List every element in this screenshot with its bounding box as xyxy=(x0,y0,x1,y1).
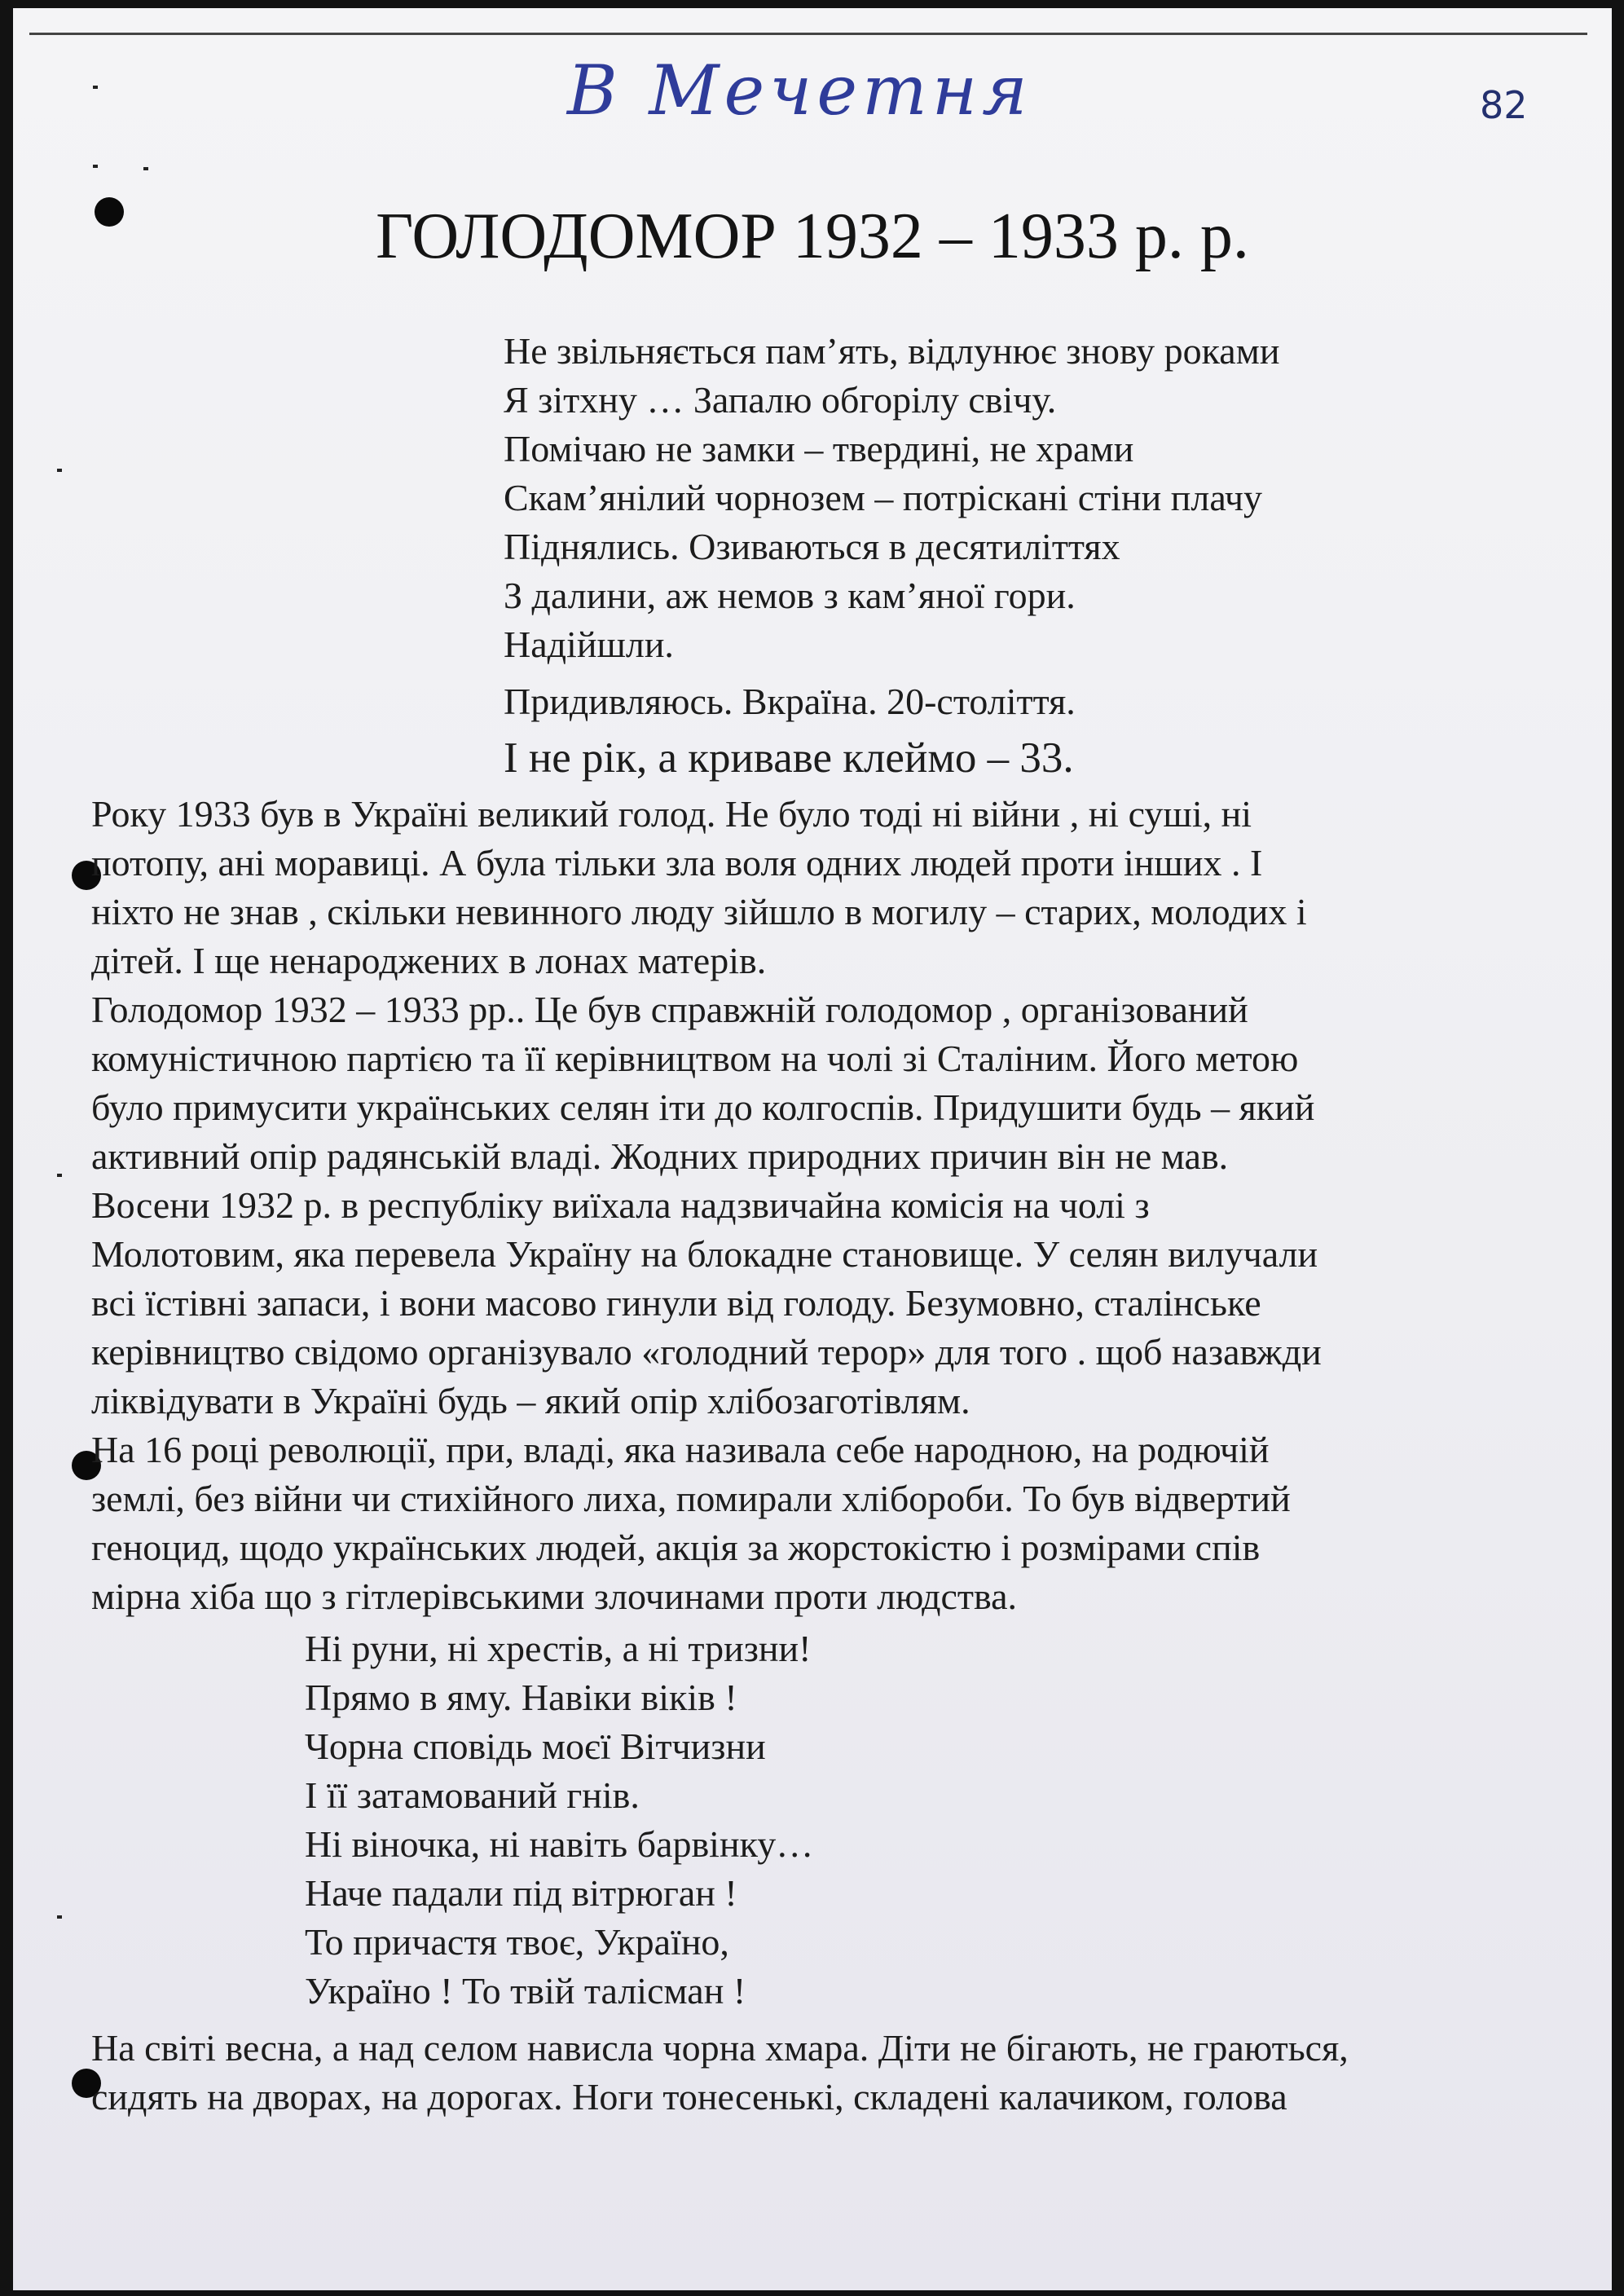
poem-line: З далини, аж немов з кам’яної гори. xyxy=(504,575,1076,616)
paragraph-line: Року 1933 був в Україні великий голод. Не було тоді ні війни , ні суші, ні xyxy=(91,793,1252,835)
document-page xyxy=(13,8,1612,2290)
poem-line: Надійшли. xyxy=(504,624,674,665)
paragraph-line: землі, без війни чи стихійного лиха, помирали хлібороби. То був відвертий xyxy=(91,1478,1291,1519)
poem-line: Скам’янілий чорнозем – потріскані стіни плачу xyxy=(504,477,1263,518)
speck xyxy=(57,469,62,472)
speck xyxy=(93,86,98,89)
paragraph-line: всі їстівні запаси, і вони масово гинули від голоду. Безумовно, сталінське xyxy=(91,1282,1261,1324)
paragraph-line: На 16 році революції, при, владі, яка називала себе народною, на родючій xyxy=(91,1429,1270,1470)
poem-line: Помічаю не замки – твердині, не храми xyxy=(504,428,1134,469)
paragraph-line: мірна хіба що з гітлерівськими злочинами проти людства. xyxy=(91,1575,1018,1617)
page-title: ГОЛОДОМОР 1932 – 1933 р. р. xyxy=(376,201,1249,272)
paragraph-line: комуністичною партією та її керівництвом на чолі зі Сталіним. Його метою xyxy=(91,1038,1299,1079)
poem-line: Ні віночка, ні навіть барвінку… xyxy=(305,1823,814,1865)
paragraph-line: ніхто не знав , скільки невинного люду зійшло в могилу – старих, молодих і xyxy=(91,891,1307,932)
poem-line: Україно ! То твій талісман ! xyxy=(305,1970,746,2012)
top-rule xyxy=(29,33,1587,35)
page-number: 82 xyxy=(1480,83,1528,127)
poem-line: І не рік, а криваве клеймо – 33. xyxy=(504,734,1074,782)
paragraph-line: Голодомор 1932 – 1933 рр.. Це був справжній голодомор , організований xyxy=(91,989,1248,1030)
poem-line: Придивляюсь. Вкраїна. 20-століття. xyxy=(504,681,1076,722)
poem-line: То причастя твоє, Україно, xyxy=(305,1921,729,1963)
poem-line: Я зітхну … Запалю обгорілу свічу. xyxy=(504,379,1057,421)
paragraph-line: Восени 1932 р. в республіку виїхала надзвичайна комісія на чолі з xyxy=(91,1184,1150,1226)
paragraph-line: Молотовим, яка перевела Україну на блокадне становище. У селян вилучали xyxy=(91,1233,1318,1275)
paragraph-line: геноцид, щодо українських людей, акція за жорстокістю і розмірами спів xyxy=(91,1527,1261,1568)
poem-line: Наче падали під вітрюган ! xyxy=(305,1872,737,1914)
speck xyxy=(143,167,148,170)
poem-line: Піднялись. Озиваються в десятиліттях xyxy=(504,526,1120,567)
poem-line: Прямо в яму. Навіки віків ! xyxy=(305,1677,737,1718)
poem-line: І її затамований гнів. xyxy=(305,1774,640,1816)
paragraph-line: дітей. І ще ненароджених в лонах матерів. xyxy=(91,940,767,981)
paragraph-line: ліквідувати в Україні будь – який опір хлібозаготівлям. xyxy=(91,1380,970,1421)
paragraph-line: було примусити українських селян іти до колгоспів. Придушити будь – який xyxy=(91,1086,1315,1128)
paragraph-line: потопу, ані моравиці. А була тільки зла воля одних людей проти інших . І xyxy=(91,842,1263,884)
poem-line: Ні руни, ні хрестів, а ні тризни! xyxy=(305,1628,812,1669)
paragraph-line: керівництво свідомо організувало «голодний терор» для того . щоб назавжди xyxy=(91,1331,1322,1373)
paragraph-line: сидять на дворах, на дорогах. Ноги тонесенькі, складені калачиком, голова xyxy=(91,2076,1287,2118)
poem-line: Не звільняється пам’ять, відлунює знову роками xyxy=(504,330,1280,372)
speck xyxy=(93,165,98,168)
speck xyxy=(57,1174,62,1177)
speck xyxy=(57,1915,62,1919)
poem-line: Чорна сповідь моєї Вітчизни xyxy=(305,1725,766,1767)
handwritten-note: В Мечетня xyxy=(567,51,1032,130)
paragraph-line: активний опір радянській владі. Жодних природних причин він не мав. xyxy=(91,1135,1229,1177)
paragraph-line: На світі весна, а над селом нависла чорна хмара. Діти не бігають, не граються, xyxy=(91,2027,1349,2069)
